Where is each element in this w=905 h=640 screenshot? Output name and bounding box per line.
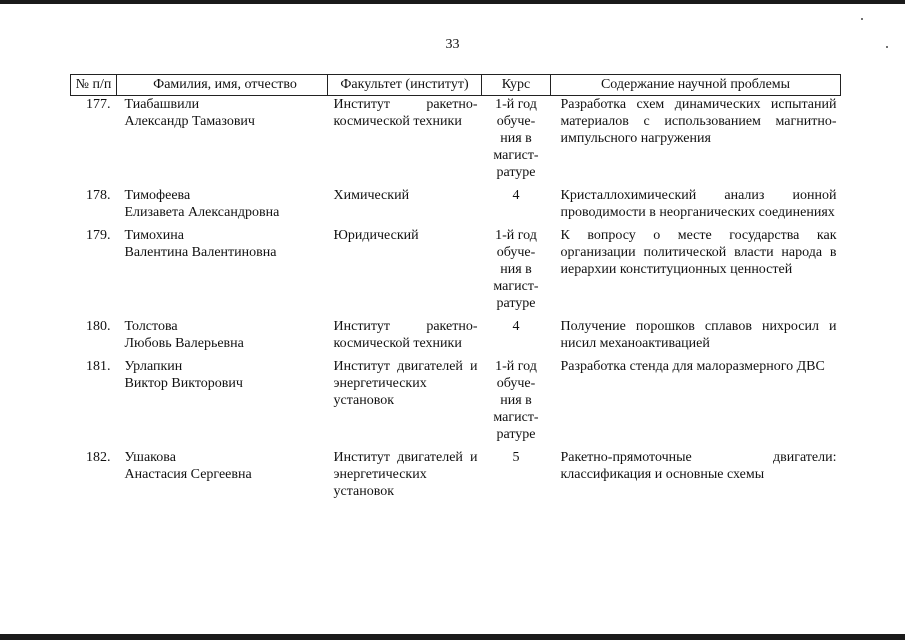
- students-table: [70, 74, 841, 506]
- course-line: ратуре: [496, 296, 536, 311]
- header-course: Курс: [482, 75, 551, 96]
- course-line: 1-й год: [495, 97, 537, 112]
- student-name: [117, 358, 328, 449]
- course-line: 1-й год: [495, 359, 537, 374]
- research-problem: Получение порошков сплавов нихросил и нисил механоактивацией: [560, 319, 837, 351]
- given-names: Любовь Валерьевна: [124, 336, 244, 351]
- header-number: № п/п: [71, 75, 117, 96]
- faculty: Институт ракетно-космической техники: [333, 97, 478, 129]
- research-problem: Ракетно-прямоточные двигатели: классификация и основные схемы: [560, 450, 837, 482]
- course-line: магист-: [493, 410, 539, 425]
- course: [482, 227, 551, 318]
- course-line: 1-й год: [495, 228, 537, 243]
- top-scan-border: [0, 0, 905, 4]
- faculty: Институт ракетно-космической техники: [333, 319, 478, 351]
- header-name: Фамилия, имя, отчество: [117, 75, 328, 96]
- surname: Ушакова: [124, 450, 176, 465]
- table-row: [71, 187, 841, 227]
- course-line: обуче-: [496, 114, 536, 129]
- row-number: 180.: [86, 319, 111, 334]
- faculty: Химический: [333, 188, 410, 203]
- research-problem: К вопросу о месте государства как организации политической власти народа в иерархии конституционных ценностей: [560, 228, 837, 277]
- research-problem: Разработка схем динамических испытаний материалов с использованием магнитно-импульсного нагружения: [560, 97, 837, 146]
- header-problem: Содержание научной проблемы: [551, 75, 841, 96]
- course-line: 4: [512, 188, 520, 203]
- course-line: ратуре: [496, 165, 536, 180]
- faculty: Институт двигателей и энергетических установок: [333, 450, 478, 499]
- course-line: 4: [512, 319, 520, 334]
- page-number: 33: [445, 37, 460, 52]
- table-row: [71, 227, 841, 318]
- given-names: Елизавета Александровна: [124, 205, 280, 220]
- student-name: [117, 187, 328, 227]
- student-name: [117, 449, 328, 506]
- faculty: Юридический: [333, 228, 419, 243]
- table-row: [71, 449, 841, 506]
- surname: Тиабашвили: [124, 97, 200, 112]
- table-row: [71, 358, 841, 449]
- course-line: ния в: [500, 131, 532, 146]
- surname: Тимофеева: [124, 188, 191, 203]
- row-number: 177.: [86, 97, 111, 112]
- course-line: магист-: [493, 148, 539, 163]
- research-problem: Кристаллохимический анализ ионной проводимости в неорганических соединениях: [560, 188, 837, 220]
- faculty: Институт двигателей и энергетических установок: [333, 359, 478, 408]
- course-line: обуче-: [496, 376, 536, 391]
- given-names: Анастасия Сергеевна: [124, 467, 252, 482]
- student-name: [117, 96, 328, 188]
- given-names: Александр Тамазович: [124, 114, 255, 129]
- course: [482, 358, 551, 449]
- course-line: ратуре: [496, 427, 536, 442]
- surname: Урлапкин: [124, 359, 183, 374]
- row-number: 179.: [86, 228, 111, 243]
- research-problem: Разработка стенда для малоразмерного ДВС: [560, 359, 825, 374]
- course: [482, 187, 551, 227]
- header-faculty: Факультет (институт): [328, 75, 482, 96]
- table-row: [71, 318, 841, 358]
- bottom-scan-border: [0, 634, 905, 640]
- row-number: 178.: [86, 188, 111, 203]
- course-line: ния в: [500, 393, 532, 408]
- course: [482, 449, 551, 506]
- student-name: [117, 227, 328, 318]
- course-line: ния в: [500, 262, 532, 277]
- course: [482, 96, 551, 188]
- course-line: обуче-: [496, 245, 536, 260]
- course-line: 5: [512, 450, 520, 465]
- table-header-row: [71, 75, 841, 96]
- course: [482, 318, 551, 358]
- given-names: Виктор Викторович: [124, 376, 243, 391]
- row-number: 181.: [86, 359, 111, 374]
- course-line: магист-: [493, 279, 539, 294]
- given-names: Валентина Валентиновна: [124, 245, 277, 260]
- table-row: [71, 96, 841, 188]
- surname: Толстова: [124, 319, 178, 334]
- row-number: 182.: [86, 450, 111, 465]
- surname: Тимохина: [124, 228, 184, 243]
- scan-speck: [861, 18, 863, 20]
- student-name: [117, 318, 328, 358]
